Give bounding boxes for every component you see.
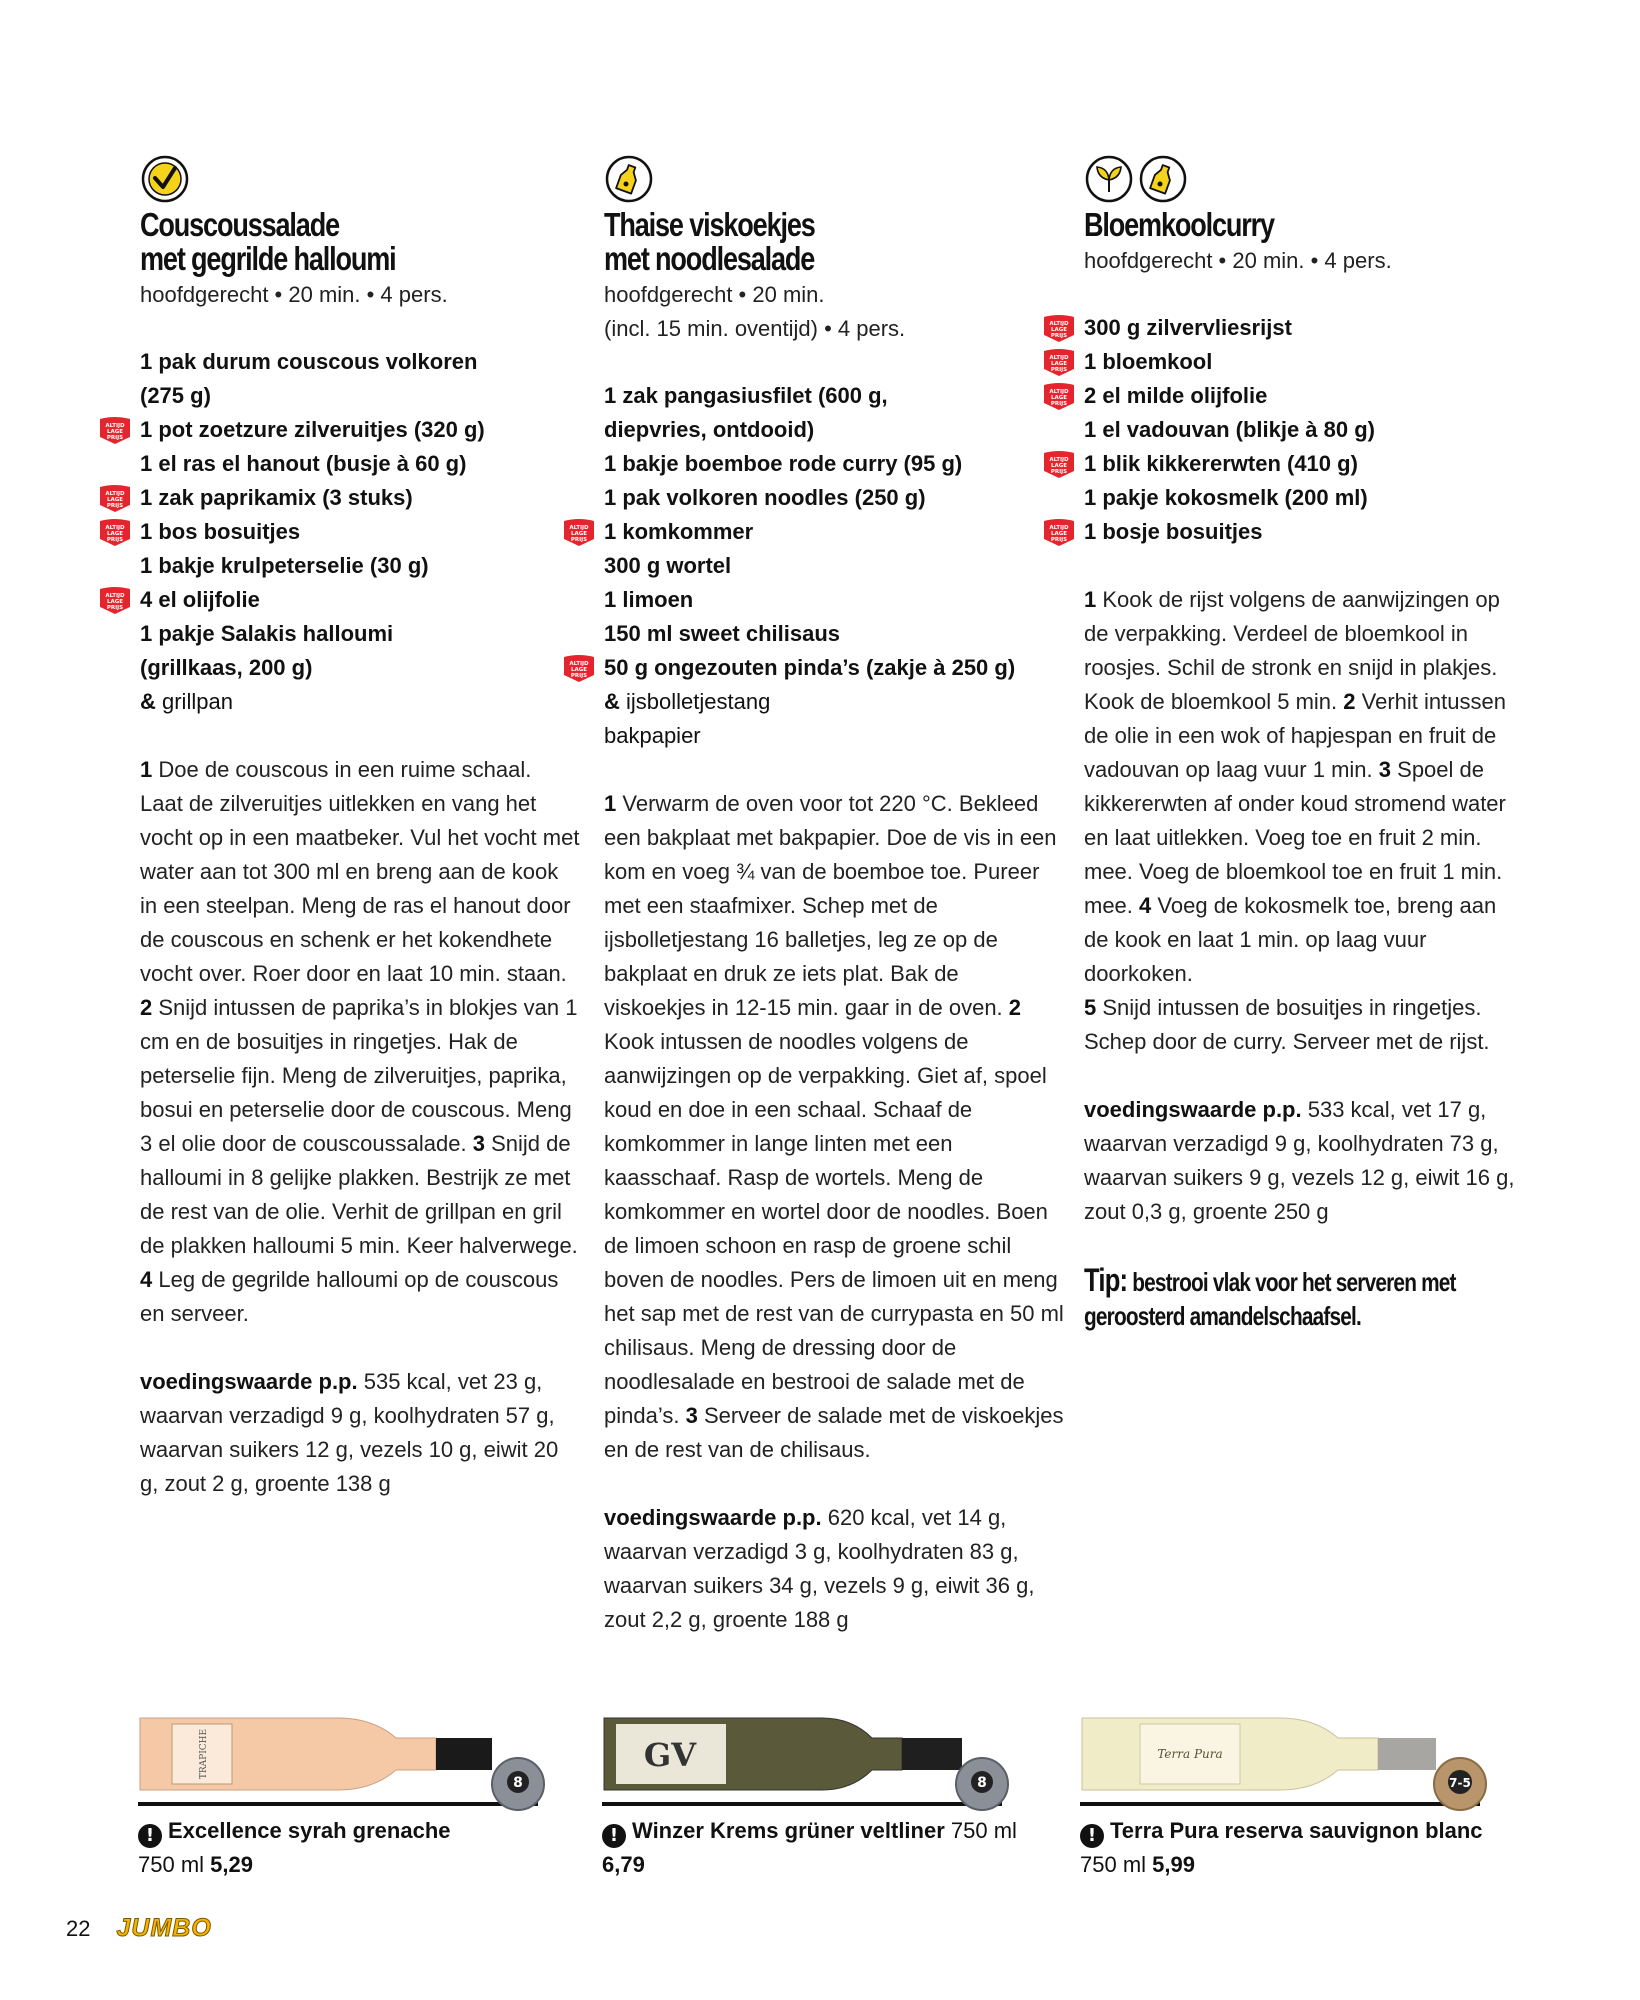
brand-logo: JUMBO — [116, 1914, 212, 1942]
recipe-bloemkoolcurry — [1049, 152, 1524, 1333]
svg-text:ALTIJD: ALTIJD — [1049, 355, 1069, 361]
lage-prijs-badge — [98, 585, 132, 615]
svg-text:PRIJS: PRIJS — [570, 537, 588, 543]
ingredient-list — [1049, 311, 1524, 549]
bottle-label: TRAPICHE — [199, 1728, 209, 1780]
svg-text:PRIJS: PRIJS — [106, 435, 124, 441]
bottle-label: Terra Pura — [1157, 1747, 1223, 1761]
vegetarian-leaf-icon — [1084, 154, 1134, 204]
ingredient-item: 1 zak pangasiusfilet (600 g, — [604, 383, 888, 408]
svg-text:PRIJS: PRIJS — [1050, 537, 1068, 543]
svg-text:ALTIJD: ALTIJD — [1049, 457, 1069, 463]
wine-info: ! Terra Pura reserva sauvignon blanc 750 ml 5,99 — [1080, 1818, 1483, 1877]
svg-text:ALTIJD: ALTIJD — [569, 661, 589, 667]
recipe-title: Bloemkoolcurry — [1084, 206, 1274, 243]
lage-prijs-badge — [1042, 313, 1076, 343]
recipe-meta: hoofdgerecht • 20 min. (incl. 15 min. oventijd) • 4 pers. — [604, 282, 906, 341]
ingredient-item: 1 bakje boemboe rode curry (95 g) — [604, 451, 963, 476]
lage-prijs-badge — [98, 415, 132, 445]
ingredient-list — [105, 345, 580, 719]
ingredient-item: ALTIJD LAGE PRIJS 1 bosje bosuitjes — [1084, 515, 1524, 549]
ingredient-item: 150 ml sweet chilisaus — [604, 621, 841, 646]
svg-text:ALTIJD: ALTIJD — [105, 423, 125, 429]
recipe-icons — [140, 152, 580, 204]
recipe-title: Thaise viskoekjes met noodlesalade — [604, 206, 815, 277]
svg-text:ALTIJD: ALTIJD — [105, 593, 125, 599]
recipe-thaise-viskoekjes — [569, 152, 1064, 1637]
svg-text:LAGE: LAGE — [570, 531, 588, 537]
ingredient-item: ALTIJD LAGE PRIJS 2 el milde olijfolie — [1084, 379, 1524, 413]
svg-text:7-5: 7-5 — [1449, 1776, 1471, 1790]
wine-bottle-image — [1080, 1710, 1460, 1800]
svg-text:PRIJS: PRIJS — [1050, 401, 1068, 407]
wine-info: ! Winzer Krems grüner veltliner 750 ml 6,79 — [602, 1818, 1017, 1877]
svg-text:ALTIJD: ALTIJD — [1049, 389, 1069, 395]
svg-text:PRIJS: PRIJS — [106, 503, 124, 509]
ingredient-item: 300 g wortel — [604, 553, 732, 578]
svg-text:ALTIJD: ALTIJD — [105, 491, 125, 497]
ingredient-list — [569, 379, 1064, 753]
ingredient-item: ALTIJD LAGE PRIJS 50 g ongezouten pinda’s (zakje à 250 g) — [604, 651, 1064, 685]
ingredient-item: 1 pakje kokosmelk (200 ml) — [1084, 485, 1368, 510]
recipe-method: 1 Kook de rijst volgens de aanwijzingen op de verpakking. Verdeel de bloemkool in roosjes. Schil de stronk en snijd in plakjes. Kook de bloemkool 5 min. 2 Verhit intussen de olie in een wok of hapjespan en fruit de vadouvan op laag vuur 1 min. 3 Spoel de kikkererwten af onder koud stromend water en laat uitlekken. Voeg toe en fruit 2 min. mee. Voeg de bloemkool toe en fruit 1 min. mee. 4 Voeg de kokosmelk toe, breng aan de kook en laat 1 min. op laag vuur doorkoken. 5 Snijd intussen de bosuitjes in ringetjes. Schep door de curry. Serveer met de rijst. — [1084, 587, 1506, 1054]
wine-bottle-image — [602, 1710, 982, 1800]
wine-score-medal — [490, 1756, 546, 1812]
lage-prijs-badge — [1042, 517, 1076, 547]
svg-text:8: 8 — [977, 1775, 987, 1791]
wine-excellence — [138, 1710, 568, 1882]
svg-text:LAGE: LAGE — [106, 429, 124, 435]
ingredient-item: ALTIJD LAGE PRIJS 1 pot zoetzure zilveruitjes (320 g) — [140, 413, 580, 447]
svg-text:LAGE: LAGE — [1050, 531, 1068, 537]
wine-winzer-krems — [602, 1710, 1032, 1882]
info-alert-icon: ! — [138, 1824, 162, 1848]
info-alert-icon: ! — [1080, 1824, 1104, 1848]
svg-text:ALTIJD: ALTIJD — [569, 525, 589, 531]
bottle-label: GV — [643, 1736, 697, 1774]
svg-text:PRIJS: PRIJS — [570, 673, 588, 679]
svg-text:LAGE: LAGE — [1050, 327, 1068, 333]
recipe-method: 1 Verwarm de oven voor tot 220 °C. Bekleed een bakplaat met bakpapier. Doe de vis in een kom en voeg ¾ van de boemboe toe. Pureer met een staafmixer. Schep met de ijsbolletjestang 16 balletjes, leg ze op de bakplaat en druk ze iets plat. Bak de viskoekjes in 12-15 min. gaar in de oven. 2 Kook intussen de noodles volgens de aanwijzingen op de verpakking. Giet af, spoel koud en doe in een schaal. Schaaf de komkommer in lange linten met een kaasschaaf. Rasp de wortels. Meng de komkommer en wortel door de noodles. Boen de limoen schoon en rasp de groene schil boven de noodles. Pers de limoen uit en meng het sap met de rest van de currypasta en 50 ml chilisaus. Meng de dressing door de noodlesalade en bestrooi de salade met de pinda’s. 3 Serveer de salade met de viskoekjes en de rest van de chilisaus. — [604, 791, 1064, 1462]
chili-bottle-icon — [1138, 154, 1188, 204]
lage-prijs-badge — [1042, 347, 1076, 377]
svg-text:LAGE: LAGE — [570, 667, 588, 673]
recipe-icons — [1084, 152, 1524, 204]
svg-text:LAGE: LAGE — [106, 531, 124, 537]
ingredient-item: ALTIJD LAGE PRIJS 4 el olijfolie — [140, 583, 580, 617]
nutrition-info: voedingswaarde p.p. 620 kcal, vet 14 g, waarvan verzadigd 3 g, koolhydraten 83 g, waarvan suikers 34 g, vezels 9 g, eiwit 36 g, zout 2,2 g, groente 188 g — [604, 1505, 1035, 1632]
ingredient-item: ALTIJD LAGE PRIJS 1 zak paprikamix (3 stuks) — [140, 481, 580, 515]
recipe-method: 1 Doe de couscous in een ruime schaal. Laat de zilveruitjes uitlekken en vang het vocht op in een maatbeker. Vul het vocht met water aan tot 300 ml en breng aan de kook in een steelpan. Meng de ras el hanout door de couscous en schenk er het kokendhete vocht over. Roer door en laat 10 min. staan. 2 Snijd intussen de paprika’s in blokjes van 1 cm en de bosuitjes in ringetjes. Hak de peterselie fijn. Meng de zilveruitjes, paprika, bosui en peterselie door de couscous. Meng 3 el olie door de couscoussalade. 3 Snijd de halloumi in 8 gelijke plakken. Bestrijk ze met de rest van de olie. Verhit de grillpan en gril de plakken halloumi 5 min. Keer halverwege. 4 Leg de gegrilde halloumi op de couscous en serveer. — [140, 757, 580, 1326]
equipment-list: & ijsbolletjestang bakpapier — [604, 689, 771, 748]
svg-text:LAGE: LAGE — [106, 497, 124, 503]
wine-info: ! Excellence syrah grenache 750 ml 5,29 — [138, 1818, 451, 1877]
wine-score-medal — [954, 1756, 1010, 1812]
ingredient-item: (275 g) — [140, 383, 211, 408]
wine-terra-pura — [1080, 1710, 1510, 1882]
lage-prijs-badge — [98, 517, 132, 547]
tip: Tip: bestrooi vlak voor het serveren met geroosterd amandelschaafsel. — [1084, 1262, 1456, 1331]
ingredient-item: ALTIJD LAGE PRIJS 1 blik kikkererwten (410 g) — [1084, 447, 1524, 481]
ingredient-item: 1 pak volkoren noodles (250 g) — [604, 485, 926, 510]
ingredient-item: 1 el ras el hanout (busje à 60 g) — [140, 451, 467, 476]
svg-text:8: 8 — [513, 1775, 523, 1791]
divider — [138, 1802, 538, 1806]
chili-bottle-icon — [604, 154, 654, 204]
nutrition-info: voedingswaarde p.p. 533 kcal, vet 17 g, waarvan verzadigd 9 g, koolhydraten 73 g, waarvan suikers 9 g, vezels 12 g, eiwit 16 g, zout 0,3 g, groente 250 g — [1084, 1097, 1515, 1224]
divider — [1080, 1802, 1480, 1806]
svg-text:LAGE: LAGE — [1050, 361, 1068, 367]
lage-prijs-badge — [562, 653, 596, 683]
svg-text:LAGE: LAGE — [106, 599, 124, 605]
ingredient-item: ALTIJD LAGE PRIJS 1 bos bosuitjes — [140, 515, 580, 549]
page-footer — [66, 1914, 212, 1943]
equipment-list: & grillpan — [140, 689, 233, 714]
page-number: 22 — [66, 1915, 91, 1941]
divider — [602, 1802, 1002, 1806]
svg-text:LAGE: LAGE — [1050, 463, 1068, 469]
ingredient-item: ALTIJD LAGE PRIJS 1 komkommer — [604, 515, 1064, 549]
ingredient-item: 1 pak durum couscous volkoren — [140, 349, 478, 374]
lage-prijs-badge — [1042, 381, 1076, 411]
svg-text:PRIJS: PRIJS — [1050, 367, 1068, 373]
ingredient-item: ALTIJD LAGE PRIJS 300 g zilvervliesrijst — [1084, 311, 1524, 345]
ingredient-item: 1 pakje Salakis halloumi — [140, 621, 394, 646]
ingredient-item: 1 bakje krulpeterselie (30 g) — [140, 553, 429, 578]
wine-bottle-image — [138, 1710, 518, 1800]
svg-text:ALTIJD: ALTIJD — [1049, 321, 1069, 327]
svg-text:PRIJS: PRIJS — [106, 605, 124, 611]
svg-text:ALTIJD: ALTIJD — [105, 525, 125, 531]
ingredient-item: diepvries, ontdooid) — [604, 417, 815, 442]
lage-prijs-badge — [1042, 449, 1076, 479]
ingredient-item: (grillkaas, 200 g) — [140, 655, 313, 680]
svg-text:LAGE: LAGE — [1050, 395, 1068, 401]
recipe-meta: hoofdgerecht • 20 min. • 4 pers. — [140, 282, 448, 307]
checkmark-icon — [140, 154, 190, 204]
wine-score-medal — [1432, 1756, 1488, 1812]
lage-prijs-badge — [562, 517, 596, 547]
ingredient-item: 1 el vadouvan (blikje à 80 g) — [1084, 417, 1375, 442]
recipe-couscoussalade — [105, 152, 580, 1501]
recipe-icons — [604, 152, 1064, 204]
recipe-meta: hoofdgerecht • 20 min. • 4 pers. — [1084, 248, 1392, 273]
ingredient-item: ALTIJD LAGE PRIJS 1 bloemkool — [1084, 345, 1524, 379]
svg-text:ALTIJD: ALTIJD — [1049, 525, 1069, 531]
recipe-title: Couscoussalade met gegrilde halloumi — [140, 206, 396, 277]
lage-prijs-badge — [98, 483, 132, 513]
svg-text:PRIJS: PRIJS — [1050, 469, 1068, 475]
info-alert-icon: ! — [602, 1824, 626, 1848]
svg-text:PRIJS: PRIJS — [1050, 333, 1068, 339]
svg-text:PRIJS: PRIJS — [106, 537, 124, 543]
nutrition-info: voedingswaarde p.p. 535 kcal, vet 23 g, waarvan verzadigd 9 g, koolhydraten 57 g, waarvan suikers 12 g, vezels 10 g, eiwit 20 g, zout 2 g, groente 138 g — [140, 1369, 559, 1496]
ingredient-item: 1 limoen — [604, 587, 694, 612]
